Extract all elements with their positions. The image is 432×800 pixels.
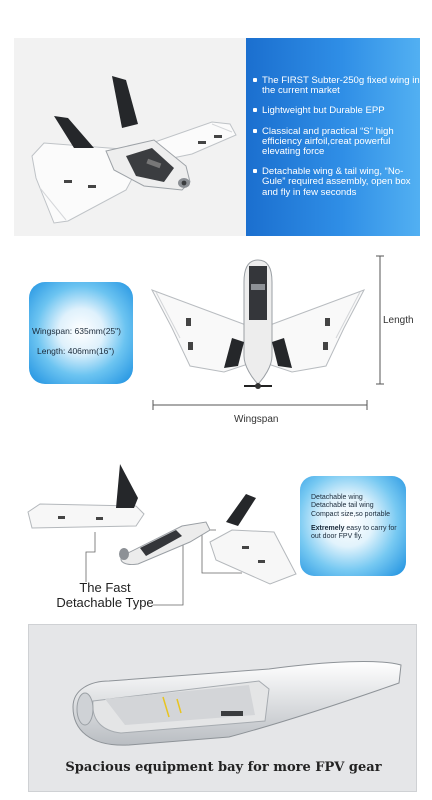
detachable-text	[311, 494, 403, 541]
feature-text: The FIRST Subter-250g fixed wing in the current market	[262, 75, 420, 97]
detachable-info-box	[300, 476, 406, 576]
detachable-title	[45, 580, 165, 610]
feature-list	[262, 76, 422, 207]
detach-line: Detachable tail wing	[311, 502, 374, 510]
feature-text: Lightweight but Durable EPP	[262, 105, 385, 117]
detach-note-rest: easy to carry for out door FPV fly.	[311, 524, 397, 541]
feature-item	[262, 106, 422, 116]
bullet-icon	[253, 108, 257, 112]
feature-item	[262, 127, 422, 158]
detach-line: Detachable wing	[311, 494, 363, 501]
plane-hero-image	[14, 38, 246, 236]
feature-text: Detachable wing & tail wing, “No-Gule” required assembly, open box and fly in few seconds	[262, 166, 411, 198]
detachable-title-line1: The Fast	[79, 580, 131, 595]
bullet-icon	[253, 129, 257, 133]
feature-item	[262, 167, 422, 198]
detach-note	[311, 525, 403, 542]
length-label: Length	[383, 315, 414, 326]
bay-caption: Spacious equipment bay for more FPV gear	[65, 760, 382, 775]
bullet-icon	[253, 169, 257, 173]
detach-line: Compact size,so portable	[311, 510, 390, 518]
length-spec: Length: 406mm(16")	[37, 346, 115, 356]
equipment-bay-panel	[28, 624, 417, 792]
detachable-title-line2: Detachable Type	[56, 595, 154, 610]
wingspan-label: Wingspan	[234, 414, 279, 425]
feature-item	[262, 76, 422, 96]
feature-text: Classical and practical “S” high efficiency airfoil,creat powerful elevating force	[262, 125, 394, 158]
plane-top-view	[150, 256, 366, 396]
bullet-icon	[253, 78, 257, 82]
detach-note-bold: Extremely	[311, 524, 345, 532]
spec-box	[29, 282, 133, 384]
wingspan-spec: Wingspan: 635mm(25")	[32, 326, 121, 336]
